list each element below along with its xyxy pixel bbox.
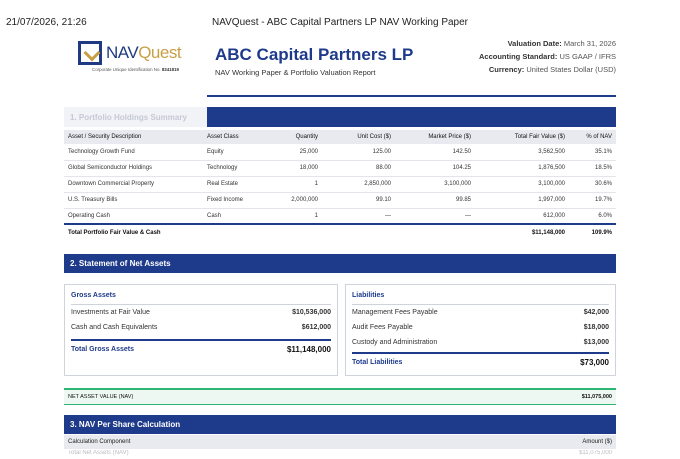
cell: Global Semiconductor Holdings: [64, 160, 203, 176]
cell: Equity: [203, 144, 275, 160]
cell: U.S. Treasury Bills: [64, 192, 203, 208]
cell: Downtown Commercial Property: [64, 176, 203, 192]
cell: Technology: [203, 160, 275, 176]
cell: 3,100,000: [395, 176, 475, 192]
col-header: Unit Cost ($): [322, 130, 395, 144]
liabilities-title: Liabilities: [352, 292, 385, 299]
card-divider: [352, 304, 609, 305]
nav-total-line: [64, 388, 616, 405]
report-subtitle: NAV Working Paper & Portfolio Valuation Report: [215, 68, 376, 77]
cell: 1,997,000: [475, 192, 569, 208]
cell: 142.50: [395, 144, 475, 160]
col-header: % of NAV: [569, 130, 616, 144]
table-row: [64, 144, 616, 160]
holdings-total-row: [64, 224, 616, 241]
cell: 125.00: [322, 144, 395, 160]
cell: Fixed Income: [203, 192, 275, 208]
gross-assets-total: Total Gross Assets $11,148,000: [71, 345, 331, 354]
cell: 1,876,500: [475, 160, 569, 176]
cell: Technology Growth Fund: [64, 144, 203, 160]
report-meta: [406, 37, 616, 76]
cell: 1: [275, 176, 322, 192]
col-header: Total Fair Value ($): [475, 130, 569, 144]
holdings-table: [64, 130, 616, 241]
hero-strip: [207, 107, 616, 127]
holdings-header-row: [64, 130, 616, 144]
print-datetime: 21/07/2026, 21:26: [6, 17, 87, 28]
cell: 1: [275, 208, 322, 224]
col-header: Quantity: [275, 130, 322, 144]
col-header-amount: Amount ($): [582, 439, 612, 445]
logo: [78, 41, 181, 65]
cell: 6.0%: [569, 208, 616, 224]
cell: —: [395, 208, 475, 224]
cell: 104.25: [395, 160, 475, 176]
navquest-logo-icon: [78, 41, 102, 65]
meta-currency: Currency: United States Dollar (USD): [488, 65, 616, 74]
nav-value: $11,075,000: [581, 394, 612, 400]
nav-per-share-section-header: 3. NAV Per Share Calculation: [64, 415, 616, 434]
cell: 35.1%: [569, 144, 616, 160]
calc-table-header: [64, 435, 616, 449]
card-divider: [71, 304, 331, 305]
liability-row: Audit Fees Payable $18,000: [352, 324, 609, 331]
col-header: Market Price ($): [395, 130, 475, 144]
col-header-component: Calculation Component: [68, 439, 131, 445]
card-total-rule: [352, 352, 609, 354]
cell: 99.85: [395, 192, 475, 208]
gross-asset-row: Investments at Fair Value $10,536,000: [71, 309, 331, 316]
col-header: Asset / Security Description: [64, 130, 203, 144]
cell: 3,562,500: [475, 144, 569, 160]
cell: 30.6%: [569, 176, 616, 192]
cell: Cash: [203, 208, 275, 224]
cell: 25,000: [275, 144, 322, 160]
cell: 3,100,000: [475, 176, 569, 192]
net-assets-section-header: 2. Statement of Net Assets: [64, 254, 616, 273]
liability-row: Management Fees Payable $42,000: [352, 309, 609, 316]
total-pct: 109.9%: [569, 224, 616, 241]
meta-accounting-standard: Accounting Standard: US GAAP / IFRS: [479, 52, 616, 61]
meta-valuation-date: Valuation Date: March 31, 2026: [507, 39, 616, 48]
col-header: Asset Class: [203, 130, 275, 144]
print-header: [0, 17, 680, 29]
cell: 99.10: [322, 192, 395, 208]
holdings-section-title: 1. Portfolio Holdings Summary: [70, 113, 187, 122]
gross-assets-card: [64, 284, 338, 376]
liabilities-total: Total Liabilities $73,000: [352, 358, 609, 367]
print-doc-title: NAVQuest - ABC Capital Partners LP NAV Working Paper: [211, 17, 469, 28]
cell: 2,850,000: [322, 176, 395, 192]
cell: —: [322, 208, 395, 224]
cell: 88.00: [322, 160, 395, 176]
total-label: Total Portfolio Fair Value & Cash: [64, 224, 475, 241]
total-value: $11,148,000: [475, 224, 569, 241]
table-row: [64, 160, 616, 176]
header-divider: [207, 95, 616, 97]
table-row: [64, 192, 616, 208]
table-row: [64, 176, 616, 192]
card-total-rule: [71, 339, 331, 341]
liability-row: Custody and Administration $13,000: [352, 339, 609, 346]
gross-assets-title: Gross Assets: [71, 292, 116, 299]
table-row: [64, 208, 616, 224]
cell: 612,000: [475, 208, 569, 224]
cell: 19.7%: [569, 192, 616, 208]
gross-asset-row: Cash and Cash Equivalents $612,000: [71, 324, 331, 331]
cell: Real Estate: [203, 176, 275, 192]
cell: 18,000: [275, 160, 322, 176]
calc-table-row-cut: Total Net Assets (NAV) $11,075,000: [68, 450, 612, 456]
logo-box: [64, 36, 207, 106]
cell: 2,000,000: [275, 192, 322, 208]
logo-id-line: Corporate Unique Identification No. 8341819: [92, 67, 179, 72]
company-name: ABC Capital Partners LP: [215, 45, 414, 64]
cell: 18.5%: [569, 160, 616, 176]
logo-wordmark: NAVQuest: [106, 43, 182, 62]
liabilities-card: [345, 284, 616, 376]
nav-label: NET ASSET VALUE (NAV): [68, 394, 134, 400]
cell: Operating Cash: [64, 208, 203, 224]
